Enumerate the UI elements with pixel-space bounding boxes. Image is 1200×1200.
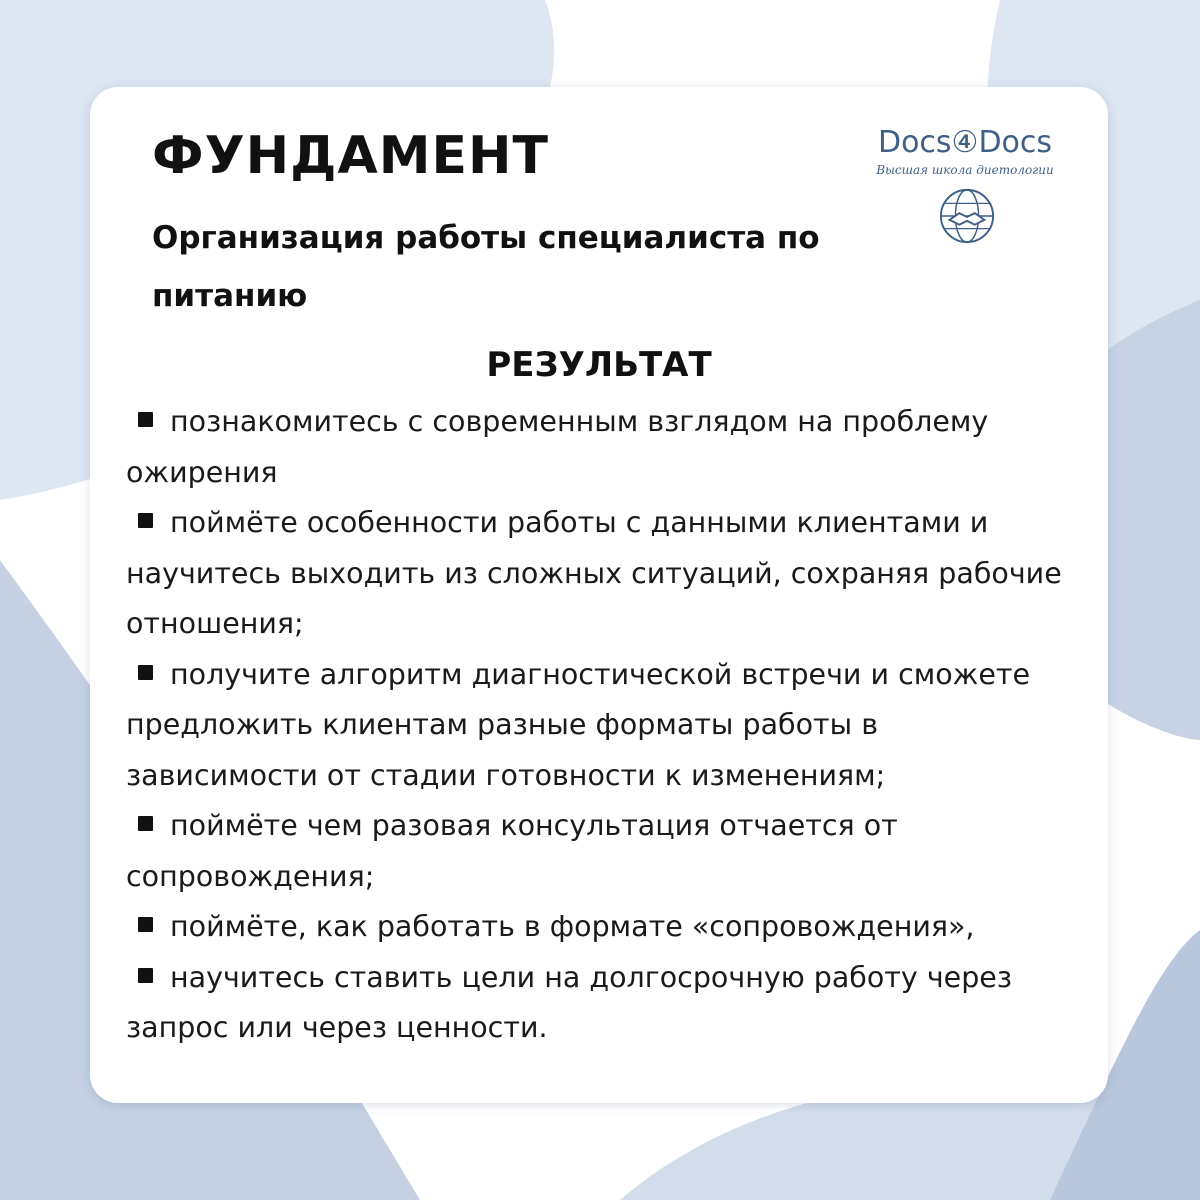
logo-brand-text: Docs④Docs [877,125,1053,160]
list-item [126,953,1071,1054]
list-item-text: познакомитесь с современным взглядом на проблему ожирения [126,405,989,489]
page-title: ФУНДАМЕНТ [152,126,549,186]
list-item [126,650,1071,802]
list-item-text: получите алгоритм диагностической встречи и сможете предложить клиентам разные форматы работы в зависимости от стадии готовности к изменениям; [126,657,1031,792]
logo-tagline: Высшая школа диетологии [876,163,1054,177]
list-item [126,902,1071,953]
content-card [90,87,1108,1103]
list-item-text: поймёте, как работать в формате «сопровождения», [170,910,975,943]
black-square-icon [138,665,153,680]
list-item-text: поймёте особенности работы с данными клиентами и научитесь выходить из сложных ситуаций, сохраняя рабочие отношения; [126,506,1062,640]
page-subtitle: Организация работы специалиста по питанию [152,220,820,314]
list-item [126,801,1071,902]
result-list [126,397,1071,1054]
brand-logo [860,125,1070,245]
black-square-icon [138,968,153,983]
result-heading: РЕЗУЛЬТАТ [486,345,712,385]
list-item-text: научитесь ставить цели на долгосрочную работу через запрос или через ценности. [126,960,1012,1044]
list-item [126,397,1071,498]
list-item [126,498,1071,650]
black-square-icon [138,917,153,932]
black-square-icon [138,816,153,831]
list-item-text: поймёте чем разовая консультация отчается от сопровождения; [126,809,898,893]
black-square-icon [138,412,153,427]
black-square-icon [138,513,153,528]
globe-handshake-icon [938,187,996,245]
